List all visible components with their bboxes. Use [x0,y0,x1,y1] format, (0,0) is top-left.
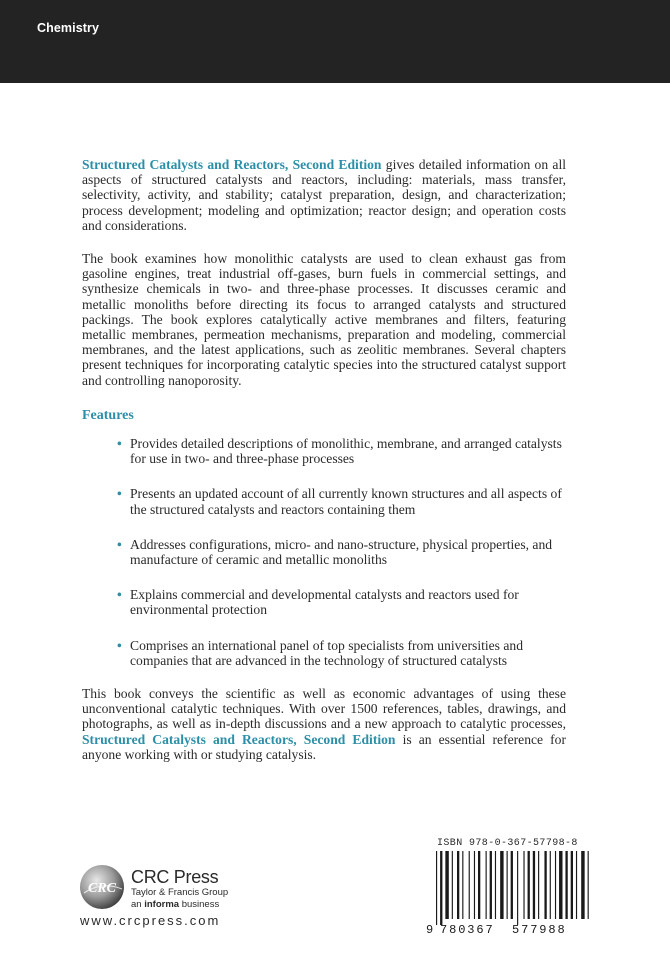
bullet-icon: • [117,536,122,552]
closing-paragraph [82,686,566,762]
publisher-block [131,867,228,911]
barcode-bar [457,851,459,919]
informa-suffix: business [179,899,220,910]
feature-item [82,436,566,466]
barcode-bar [571,851,573,919]
barcode-bar [555,851,556,919]
bullet-icon: • [117,436,122,452]
book-title-highlight: Structured Catalysts and Reactors, Second Edition [82,731,396,747]
barcode-bar [588,851,589,919]
bullet-icon: • [117,486,122,502]
feature-item [82,486,566,516]
feature-item [82,587,566,617]
barcode-bar [445,851,448,919]
informa-prefix: an [131,899,145,910]
crc-logo-text: CRC [87,881,117,896]
barcode-bar [474,851,475,919]
barcode-bar [452,851,453,919]
barcode-bar [507,851,508,919]
barcode-bar [550,851,551,919]
feature-text: Explains commercial and developmental catalysts and reactors used for environmental protection [130,587,519,618]
barcode-bar [495,851,496,919]
publisher-informa [131,899,228,911]
feature-item [82,537,566,567]
feature-text: Presents an updated account of all currently known structures and all aspects of the structured catalysts and reactors containing them [130,486,562,517]
closing-text-after: is an essential reference for anyone working with or studying catalysis. [82,731,567,762]
intro-paragraph [82,157,566,233]
barcode-bar [565,851,567,919]
barcode [424,851,589,935]
features-heading: Features [82,407,134,423]
barcode-digits-group1: 780367 [440,923,495,935]
barcode-bar [490,851,492,919]
barcode-bar [478,851,480,919]
category-label: Chemistry [37,21,100,35]
feature-text: Addresses configurations, micro- and nano-structure, physical properties, and manufacture of ceramic and metallic monoliths [130,536,553,568]
barcode-bar [486,851,487,919]
barcode-bar [440,851,442,925]
barcode-bar [436,851,437,925]
barcode-bar [500,851,503,919]
feature-text: Comprises an international panel of top specialists from universities and companies that are advanced in the technology of structured catalysts [130,637,523,668]
publisher-group: Taylor & Francis Group [131,887,229,898]
barcode-bar [559,851,562,919]
back-cover-text [82,157,566,762]
book-title-highlight: Structured Catalysts and Reactors, Second Edition [82,157,382,172]
barcode-bar [469,851,470,919]
features-list [82,436,566,668]
intro-text: gives detailed information on all aspects of structured catalysts and reactors, including: materials, mass transfer, selectivity, activity, and stability; catalyst preparation, design, and characterization; process development; modeling and optimization; reactor design; and operation costs and considerations. [82,157,566,233]
informa-brand: informa [144,899,180,910]
bullet-icon: • [117,587,122,603]
publisher-name: CRC Press [131,867,219,887]
description-paragraph: The book examines how monolithic catalysts are used to clean exhaust gas from gasoline engines, treat industrial off-gases, burn fuels in commercial settings, and synthesize chemicals in two- and three-phase processes. It discusses ceramic and metallic monoliths before directing its focus to arranged catalysts and structured packings. The book explores catalytically active membranes and filters, featuring metallic membranes, permeation mechanisms, preparation and modeling, commercial membranes, and the latest applications, such as zeolitic membranes. Several chapters present techniques for incorporating catalytic species into the structured catalyst support and controlling nanoporosity. [82,251,566,388]
barcode-bar [528,851,530,919]
feature-item [82,638,566,668]
closing-text-before: This book conveys the scientific as well as economic advantages of using these unconventional catalytic techniques. With over 1500 references, tables, drawings, and photographs, as well as in-depth discussions and a new approach to catalytic processes, [82,686,566,732]
barcode-bar [462,851,463,919]
top-banner [0,0,670,83]
feature-text: Provides detailed descriptions of monolithic, membrane, and arranged catalysts for use in two- and three-phase processes [130,436,562,467]
isbn-label: ISBN 978-0-367-57798-8 [437,838,578,849]
barcode-bar [517,851,518,925]
barcode-bar [576,851,577,919]
barcode-bar [544,851,546,919]
barcode-bar [523,851,524,919]
crc-logo-icon [78,863,126,911]
barcode-bar [581,851,584,919]
barcode-bar [511,851,513,919]
publisher-website: www.crcpress.com [80,913,221,928]
barcode-digits-group2: 577988 [512,923,567,935]
bullet-icon: • [117,637,122,653]
barcode-bar [533,851,535,919]
barcode-digit-first: 9 [426,923,434,935]
barcode-bar [538,851,539,919]
